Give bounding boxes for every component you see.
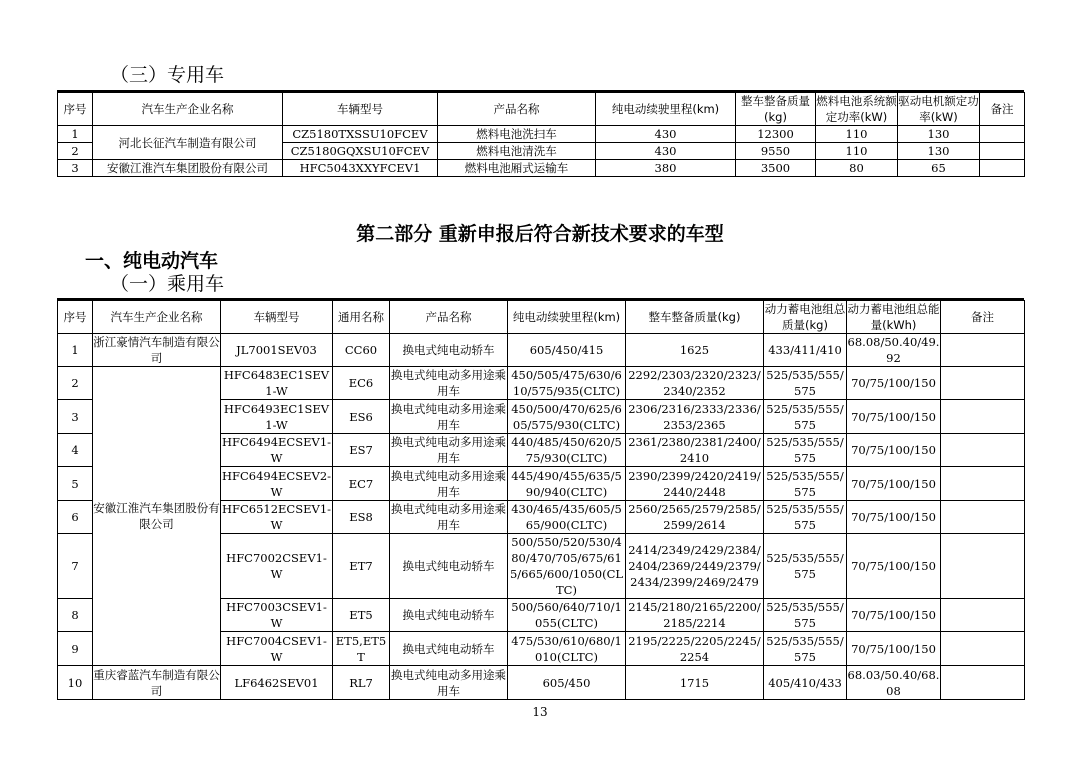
cell-model: HFC6512ECSEV1-W <box>221 502 332 532</box>
cell-range: 440/485/450/620/575/930(CLTC) <box>508 434 626 467</box>
cell-common-name: CC60 <box>333 334 390 367</box>
cell-no: 1 <box>58 334 93 367</box>
cell-mass: 3500 <box>736 160 816 177</box>
cell-no: 6 <box>58 501 93 534</box>
cell-motor-power: 65 <box>898 160 980 177</box>
cell-mass: 9550 <box>736 143 816 160</box>
header-cell: 驱动电机额定功率(kW) <box>898 94 979 124</box>
cell-fc-power: 80 <box>816 160 898 177</box>
cell-product: 换电式纯电动多用途乘用车 <box>391 401 506 432</box>
cell-battery-energy: 68.08/50.40/49.92 <box>847 335 940 365</box>
cell-company: 安徽江淮汽车集团股份有限公司 <box>93 160 283 177</box>
cell-no: 9 <box>58 632 93 666</box>
cell-motor-power: 130 <box>898 143 980 160</box>
cell-common-name: EC6 <box>333 367 390 400</box>
table-row <box>58 160 1025 177</box>
cell-battery-energy: 70/75/100/150 <box>847 434 941 467</box>
header-cell: 产品名称 <box>390 301 508 334</box>
cell-no: 3 <box>58 160 93 177</box>
cell-note <box>941 400 1025 434</box>
cell-mass: 12300 <box>736 126 816 143</box>
cell-battery-energy: 70/75/100/150 <box>847 501 941 534</box>
cell-model: HFC6494ECSEV1-W <box>221 435 332 465</box>
cell-battery-energy: 70/75/100/150 <box>847 599 941 632</box>
cell-mass: 1715 <box>626 666 764 700</box>
cell-model: HFC6483EC1SEV1-W <box>221 367 333 400</box>
cell-battery-energy: 70/75/100/150 <box>847 534 941 599</box>
table-row <box>58 126 1025 143</box>
page-number: 13 <box>532 705 548 719</box>
cell-mass: 1625 <box>626 334 764 367</box>
cell-model: HFC7003CSEV1-W <box>221 599 333 632</box>
cell-battery-mass: 525/535/555/575 <box>764 434 847 467</box>
cell-note <box>941 367 1025 400</box>
header-cell: 整车整备质量(kg) <box>736 93 816 126</box>
cell-battery-mass: 433/411/410 <box>764 334 847 367</box>
cell-range: 445/490/455/635/590/940(CLTC) <box>508 467 626 501</box>
cell-common-name: EC7 <box>333 467 390 501</box>
cell-mass: 2414/2349/2429/2384/2404/2369/2449/2379/2434/2399/2469/2479 <box>626 534 764 599</box>
cell-mass: 2361/2380/2381/2400/2410 <box>626 434 764 467</box>
cell-note <box>941 599 1025 632</box>
cell-note <box>941 632 1025 666</box>
cell-product: 换电式纯电动多用途乘用车 <box>391 435 506 465</box>
cell-range: 450/505/475/630/610/575/935(CLTC) <box>508 367 626 400</box>
cell-product: 换电式纯电动轿车 <box>390 599 508 632</box>
part-title: 第二部分 重新申报后符合新技术要求的车型 <box>356 223 724 245</box>
table-header-row <box>58 301 1025 334</box>
header-cell: 通用名称 <box>333 301 390 334</box>
header-cell: 备注 <box>941 301 1025 334</box>
cell-fc-power: 110 <box>816 126 898 143</box>
cell-battery-energy: 70/75/100/150 <box>847 367 941 400</box>
cell-mass: 2390/2399/2420/2419/2440/2448 <box>626 467 764 501</box>
cell-product: 换电式纯电动轿车 <box>390 534 508 599</box>
cell-battery-energy: 70/75/100/150 <box>847 467 941 501</box>
cell-no: 1 <box>58 126 93 143</box>
cell-product: 换电式纯电动轿车 <box>390 632 508 666</box>
cell-battery-mass: 525/535/555/575 <box>764 599 847 632</box>
cell-note <box>941 467 1025 501</box>
cell-mass: 2195/2225/2205/2245/2254 <box>626 632 764 666</box>
cell-product: 换电式纯电动多用途乘用车 <box>391 368 506 398</box>
header-cell: 整车整备质量(kg) <box>626 301 764 334</box>
header-cell: 燃料电池系统额定功率(kW) <box>816 94 897 124</box>
cell-note <box>941 666 1025 700</box>
header-cell: 纯电动续驶里程(km) <box>596 93 736 126</box>
cell-no: 5 <box>58 467 93 501</box>
cell-common-name: ET5 <box>333 599 390 632</box>
cell-product: 燃料电池清洗车 <box>438 143 596 160</box>
cell-common-name: ES6 <box>333 400 390 434</box>
cell-battery-energy: 70/75/100/150 <box>847 400 941 434</box>
header-cell: 汽车生产企业名称 <box>93 301 221 334</box>
cell-battery-mass: 525/535/555/575 <box>764 400 847 434</box>
cell-model: JL7001SEV03 <box>221 334 333 367</box>
cell-motor-power: 130 <box>898 126 980 143</box>
cell-mass: 2292/2303/2320/2323/2340/2352 <box>626 367 764 400</box>
cell-common-name: ES7 <box>333 434 390 467</box>
cell-battery-mass: 525/535/555/575 <box>764 632 847 666</box>
section-heading-special-vehicles: （三）专用车 <box>110 64 225 86</box>
header-cell: 动力蓄电池组总能量(kWh) <box>847 302 940 332</box>
header-cell: 汽车生产企业名称 <box>93 93 283 126</box>
header-cell: 纯电动续驶里程(km) <box>508 301 626 334</box>
cell-common-name: RL7 <box>333 666 390 700</box>
header-cell: 产品名称 <box>438 93 596 126</box>
cell-common-name: ES8 <box>333 501 390 534</box>
cell-product: 燃料电池洗扫车 <box>438 126 596 143</box>
cell-note <box>941 434 1025 467</box>
table-row <box>58 666 1025 700</box>
cell-company: 浙江豪情汽车制造有限公司 <box>93 335 220 365</box>
cell-company: 重庆睿蓝汽车制造有限公司 <box>93 667 220 698</box>
section-heading-bev: 一、纯电动汽车 <box>85 250 219 272</box>
cell-no: 4 <box>58 434 93 467</box>
cell-note <box>980 126 1025 143</box>
cell-common-name: ET5,ET5T <box>333 632 390 666</box>
cell-range: 605/450/415 <box>508 334 626 367</box>
cell-model: CZ5180GQXSU10FCEV <box>283 143 438 160</box>
cell-company: 安徽江淮汽车集团股份有限公司 <box>93 367 221 666</box>
cell-battery-energy: 70/75/100/150 <box>847 632 941 666</box>
header-cell: 车辆型号 <box>221 301 333 334</box>
header-cell: 车辆型号 <box>283 93 438 126</box>
special-vehicle-table <box>57 92 1025 177</box>
cell-model: HFC6493EC1SEV1-W <box>221 400 333 434</box>
cell-model: HFC7002CSEV1-W <box>221 534 333 599</box>
cell-mass: 2560/2565/2579/2585/2599/2614 <box>626 501 764 534</box>
cell-model: HFC6494ECSEV2-W <box>221 468 332 499</box>
cell-fc-power: 110 <box>816 143 898 160</box>
cell-note <box>941 501 1025 534</box>
cell-product: 换电式纯电动多用途乘用车 <box>391 667 506 698</box>
cell-range: 380 <box>596 160 736 177</box>
table-row <box>58 367 1025 400</box>
cell-model: HFC7004CSEV1-W <box>221 632 333 666</box>
section-heading-passenger: （一）乘用车 <box>110 273 225 295</box>
cell-no: 7 <box>58 534 93 599</box>
cell-battery-mass: 525/535/555/575 <box>764 534 847 599</box>
cell-product: 换电式纯电动轿车 <box>390 334 508 367</box>
cell-range: 500/560/640/710/1055(CLTC) <box>508 599 626 632</box>
cell-model: CZ5180TXSSU10FCEV <box>283 126 438 143</box>
cell-note <box>941 334 1025 367</box>
cell-range: 430 <box>596 143 736 160</box>
cell-mass: 2306/2316/2333/2336/2353/2365 <box>626 400 764 434</box>
cell-common-name: ET7 <box>333 534 390 599</box>
cell-product: 换电式纯电动多用途乘用车 <box>391 468 506 499</box>
table-header-row <box>58 93 1025 126</box>
cell-range: 430/465/435/605/565/900(CLTC) <box>508 501 626 534</box>
cell-model: LF6462SEV01 <box>221 666 333 700</box>
cell-battery-energy: 68.03/50.40/68.08 <box>847 667 940 698</box>
cell-battery-mass: 525/535/555/575 <box>764 501 847 534</box>
cell-model: HFC5043XXYFCEV1 <box>283 160 438 177</box>
cell-battery-mass: 525/535/555/575 <box>764 367 847 400</box>
cell-company: 河北长征汽车制造有限公司 <box>93 126 283 160</box>
cell-mass: 2145/2180/2165/2200/2185/2214 <box>626 599 764 632</box>
cell-no: 10 <box>58 666 93 700</box>
cell-note <box>980 143 1025 160</box>
header-cell: 序号 <box>58 93 93 126</box>
passenger-vehicle-table <box>57 300 1025 700</box>
cell-battery-mass: 405/410/433 <box>764 666 847 700</box>
header-cell: 序号 <box>58 301 93 334</box>
cell-no: 2 <box>58 143 93 160</box>
cell-range: 500/550/520/530/480/470/705/675/615/665/600/1050(CLTC) <box>508 534 626 599</box>
cell-range: 475/530/610/680/1010(CLTC) <box>508 632 626 666</box>
table-row <box>58 334 1025 367</box>
cell-no: 2 <box>58 367 93 400</box>
cell-range: 605/450 <box>508 666 626 700</box>
header-cell: 动力蓄电池组总质量(kg) <box>764 302 846 332</box>
header-cell: 备注 <box>980 93 1025 126</box>
cell-range: 450/500/470/625/605/575/930(CLTC) <box>508 400 626 434</box>
cell-product: 换电式纯电动多用途乘用车 <box>391 502 506 532</box>
cell-range: 430 <box>596 126 736 143</box>
cell-no: 3 <box>58 400 93 434</box>
cell-battery-mass: 525/535/555/575 <box>764 467 847 501</box>
cell-note <box>980 160 1025 177</box>
cell-product: 燃料电池厢式运输车 <box>438 160 596 177</box>
cell-no: 8 <box>58 599 93 632</box>
cell-note <box>941 534 1025 599</box>
